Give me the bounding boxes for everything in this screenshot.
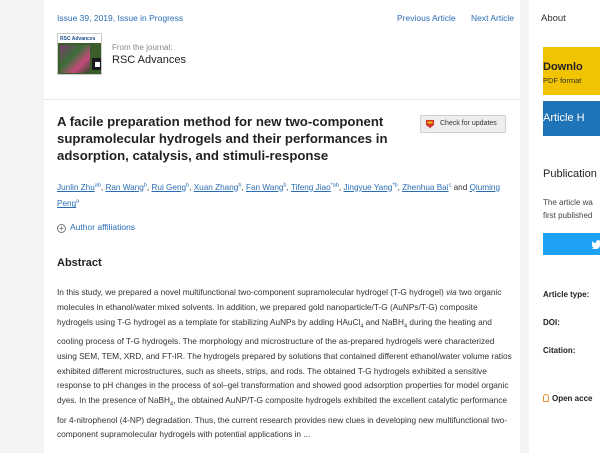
author-link[interactable]: Rui Geng — [151, 182, 187, 192]
header-divider — [44, 99, 520, 100]
author-affiliations-toggle[interactable] — [57, 222, 135, 233]
article-html-button[interactable] — [543, 101, 600, 136]
abstract-segment: during the heating and cooling process of T-G hydrogels. The morphology and microstructure of the as-prepared hydrogels were characterized using SEM, TEM, XRD, and FT-IR. The hydrogels prepared by solutions that contained different ethanol/water volume ratios exhibited different microstructures, such as sheets, strips, and rods. The obtained T-G hydrogels exhibited a sensitive response to pH changes in the process of sol–gel transformation and showed good adsorption properties for model organic dyes. In the presence of NaBH — [57, 316, 512, 406]
journal-name-link[interactable]: RSC Advances — [112, 54, 186, 66]
author-link[interactable]: Qiuming Peng — [57, 182, 501, 209]
check-for-updates-label: Check for updates — [440, 120, 497, 127]
affiliation-marker: b — [283, 182, 287, 188]
article-title: A facile preparation method for new two-component supramolecular hydrogels and their performances in adsorption, catalysis, and stimuli-response — [57, 114, 388, 163]
article-sidebar — [529, 0, 600, 453]
affiliation-marker: c — [448, 182, 452, 188]
author-link[interactable]: Fan Wang — [245, 182, 284, 192]
article-html-label: Article H — [543, 112, 585, 124]
author-link[interactable]: Tifeng Jiao — [290, 182, 331, 192]
affiliation-marker: *b — [392, 182, 398, 188]
author-entry — [194, 183, 246, 192]
author-entry — [291, 183, 344, 192]
affiliation-marker: ab — [94, 182, 101, 188]
subscript: 4 — [403, 323, 408, 330]
author-link[interactable]: Xuan Zhang — [193, 182, 239, 192]
issue-link[interactable]: Issue 39, 2019, Issue in Progress — [57, 13, 184, 23]
affiliation-marker: b — [143, 182, 147, 188]
author-link[interactable]: Junlin Zhu — [57, 182, 95, 192]
journal-cover-image[interactable] — [57, 33, 102, 75]
open-access-badge — [543, 394, 592, 403]
author-separator: and — [451, 182, 468, 192]
abstract-segment: , the obtained AuNP/T-G composite hydrogels exhibited the excellent catalytic performance for 4-nitrophenol (4-NP) degradation. Thus, the current research provides new clues in developing new multifunctional two-component supramolecular hydrogels with potential applications in ... — [57, 395, 507, 440]
author-entry — [343, 183, 402, 192]
abstract-segment: two organic molecules in ethanol/water mixed solvents. In addition, we prepared gold nanoparticle/T-G (AuNPs/T-G) composite hydrogels using T-G hydrogel as a template for stabilizing AuNPs by adding HAuCl — [57, 287, 502, 327]
about-tab[interactable]: About — [541, 13, 566, 24]
publication-line: first published — [543, 211, 593, 220]
author-affiliations-label: Author affiliations — [70, 222, 136, 232]
citation-label: Citation: — [543, 346, 576, 355]
author-entry — [151, 183, 193, 192]
from-journal-label: From the journal: — [112, 43, 173, 52]
download-title: Downlo — [543, 61, 583, 73]
plus-circle-icon: + — [57, 224, 66, 233]
previous-article-link[interactable]: Previous Article — [397, 13, 456, 23]
rsc-logo-icon — [92, 58, 102, 70]
crossmark-icon — [425, 119, 435, 129]
author-separator: , — [146, 182, 150, 192]
article-main-panel — [44, 0, 520, 453]
abstract-italic: via — [446, 287, 457, 297]
download-pdf-button[interactable] — [543, 47, 600, 95]
author-link[interactable]: Zhenhua Bai — [402, 182, 449, 192]
cover-title: RSC Advances — [58, 34, 101, 43]
abstract-text — [57, 285, 512, 442]
article-nav-bar — [57, 13, 512, 27]
next-article-link[interactable]: Next Article — [471, 13, 514, 23]
author-link[interactable]: Ran Wang — [105, 182, 144, 192]
publication-line: The article wa — [543, 198, 593, 207]
author-separator: , — [189, 182, 192, 192]
open-lock-icon — [543, 394, 549, 402]
author-entry — [402, 183, 469, 192]
author-link[interactable]: Jingyue Yang — [343, 182, 393, 192]
cover-artwork — [60, 45, 90, 73]
affiliation-marker: *ab — [330, 182, 339, 188]
tweet-button[interactable] — [543, 233, 600, 255]
check-for-updates-button[interactable] — [420, 115, 506, 133]
subscript: 4 — [170, 401, 174, 408]
abstract-segment: In this study, we prepared a novel multifunctional two-component supramolecular hydrogel (T-G hydrogel) — [57, 287, 447, 297]
author-separator: , — [100, 182, 104, 192]
author-entry — [105, 183, 151, 192]
affiliation-marker: b — [238, 182, 242, 188]
abstract-segment: and NaBH — [363, 316, 404, 327]
publication-details-text — [543, 196, 593, 222]
affiliation-marker: b — [186, 182, 190, 188]
author-separator: , — [338, 182, 342, 192]
open-access-label: Open acce — [552, 394, 593, 403]
author-separator: , — [397, 182, 400, 192]
author-separator: , — [241, 182, 244, 192]
author-separator: , — [286, 182, 289, 192]
publication-details-heading: Publication — [543, 168, 597, 180]
download-format: PDF format — [543, 76, 582, 85]
author-list — [57, 178, 512, 211]
subscript: 4 — [360, 323, 364, 330]
abstract-heading: Abstract — [57, 257, 102, 269]
affiliation-marker: a — [76, 198, 80, 205]
author-entry — [246, 183, 291, 192]
article-type-label: Article type: — [543, 290, 590, 299]
author-entry — [57, 183, 105, 192]
doi-label: DOI: — [543, 318, 560, 327]
twitter-icon — [592, 240, 600, 249]
